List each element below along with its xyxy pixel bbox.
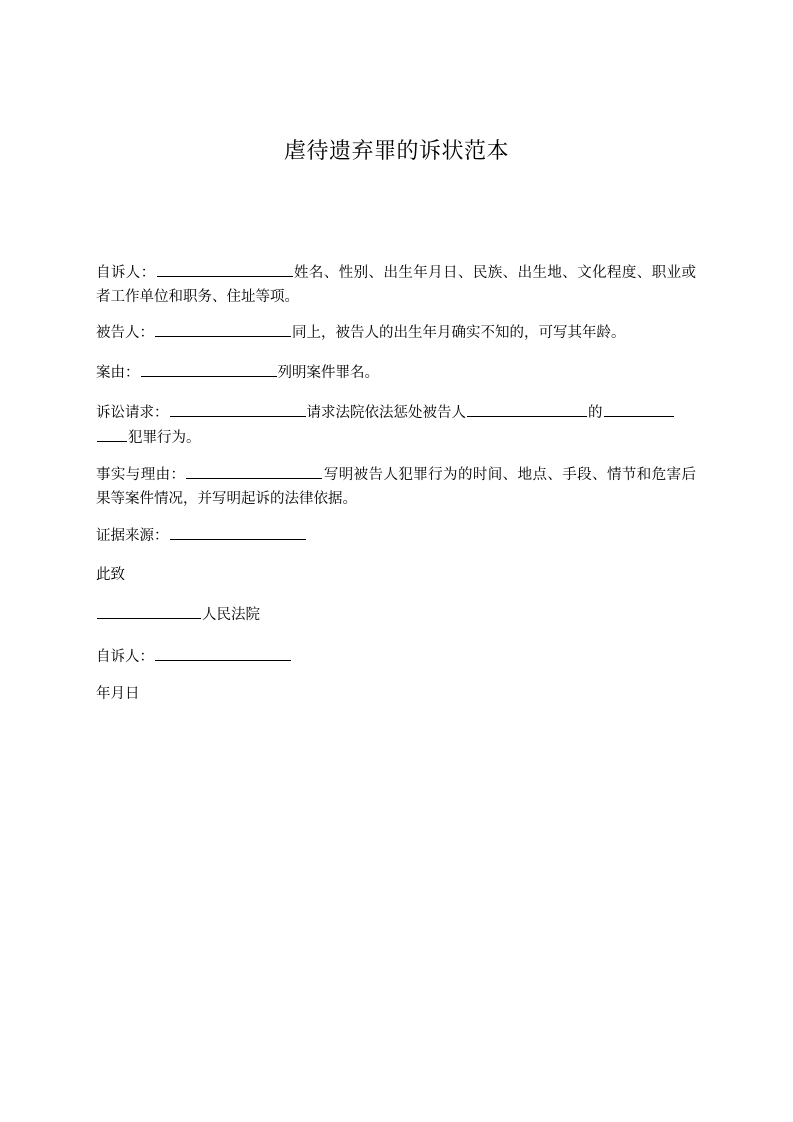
cause-blank <box>141 360 277 377</box>
evidence-label: 证据来源： <box>96 528 169 544</box>
defendant-note: 同上，被告人的出生年月确实不知的，可写其年龄。 <box>292 325 626 341</box>
claim-label: 诉讼请求： <box>96 405 169 421</box>
claim-paragraph <box>96 400 696 450</box>
claim-blank-2 <box>467 400 587 417</box>
plaintiff-blank <box>157 260 293 277</box>
facts-label: 事实与理由： <box>96 467 186 483</box>
document-title: 虐待遗弃罪的诉状范本 <box>283 139 509 164</box>
claim-text-3: 犯罪行为。 <box>128 430 201 446</box>
claim-blank-3 <box>604 400 674 417</box>
date-line: 年月日 <box>96 686 140 702</box>
defendant-label: 被告人： <box>96 325 154 341</box>
facts-blank <box>186 462 322 479</box>
claim-text-2: 的 <box>588 405 603 421</box>
plaintiff-label: 自诉人： <box>96 265 156 281</box>
plaintiff-paragraph <box>96 260 696 309</box>
signature-label: 自诉人： <box>96 649 154 665</box>
salutation: 此致 <box>96 567 125 583</box>
facts-note: 写明被告人犯罪行为的时间、地点、手段、情节和危害后果等案件情况，并写明起诉的法律依据。 <box>96 467 697 507</box>
defendant-blank <box>155 320 291 337</box>
signature-blank <box>155 644 291 661</box>
plaintiff-note: 姓名、性别、出生年月日、民族、出生地、文化程度、职业或者工作单位和职务、住址等项。 <box>96 265 697 305</box>
evidence-blank <box>170 523 306 540</box>
court-blank <box>97 602 201 619</box>
defendant-paragraph <box>96 320 696 345</box>
facts-paragraph <box>96 462 696 511</box>
court-suffix: 人民法院 <box>202 607 260 623</box>
claim-blank-4 <box>97 425 127 442</box>
claim-text-1: 请求法院依法惩处被告人 <box>306 405 466 421</box>
cause-note: 列明案件罪名。 <box>277 365 379 381</box>
claim-blank-1 <box>170 400 306 417</box>
evidence-paragraph <box>96 523 696 548</box>
court-paragraph <box>96 602 696 627</box>
signature-paragraph <box>96 644 696 669</box>
cause-label: 案由： <box>96 365 140 381</box>
cause-paragraph <box>96 360 696 385</box>
